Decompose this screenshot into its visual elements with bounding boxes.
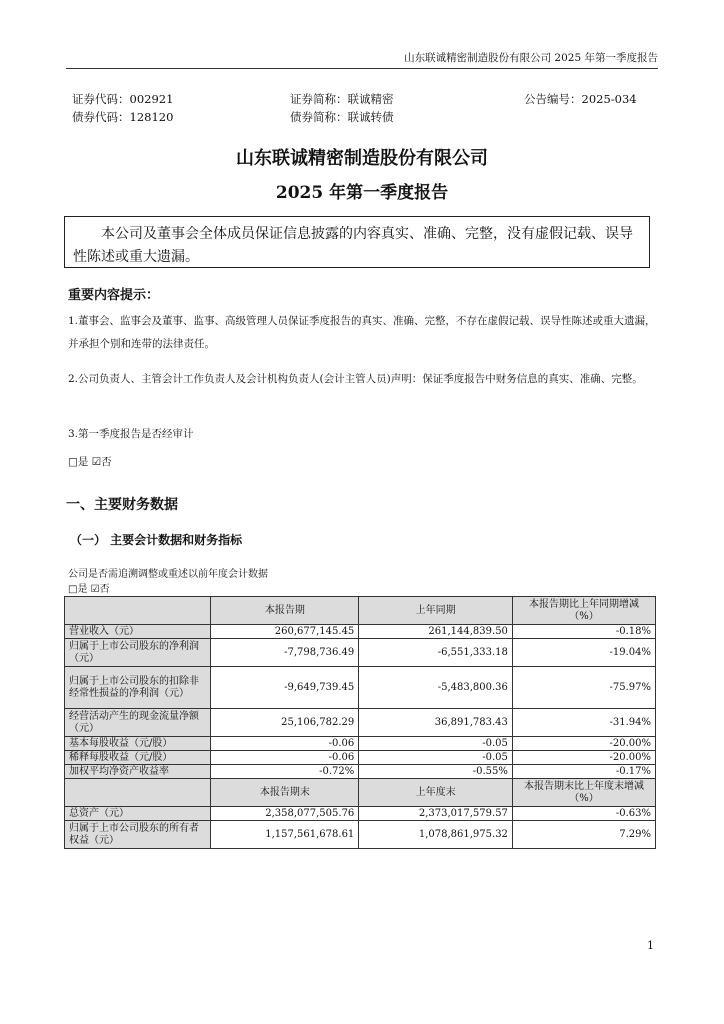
table-header-cell: 本报告期比上年同期增减（%） (512, 597, 655, 625)
audit-answer: □是 ☑否 (68, 456, 112, 468)
table-row-label: 总资产（元） (65, 807, 211, 821)
table-row (65, 737, 656, 751)
table-cell: -20.00% (512, 737, 655, 751)
table-row-label: 基本每股收益（元/股） (65, 737, 211, 751)
table-row (65, 821, 656, 849)
section-heading-financial-data: 一、主要财务数据 (66, 497, 178, 513)
table-header-cell: 上年同期 (359, 597, 513, 625)
table-cell: 2,373,017,579.57 (359, 807, 513, 821)
table-cell: -9,649,739.45 (211, 667, 359, 709)
table-row (65, 639, 656, 667)
table-cell: -0.06 (211, 737, 359, 751)
table-cell: -6,551,333.18 (359, 639, 513, 667)
table-cell: -19.04% (512, 639, 655, 667)
table-cell: -0.05 (359, 737, 513, 751)
bond-code: 债券代码：128120 (72, 110, 174, 124)
table-row (65, 807, 656, 821)
table-row-label: 归属于上市公司股东的扣除非经常性损益的净利润（元） (65, 667, 211, 709)
important-heading: 重要内容提示： (68, 288, 160, 303)
table-header-cell (65, 597, 211, 625)
stock-short-name: 证券简称：联诚精密 (290, 92, 394, 106)
table-cell: -0.63% (512, 807, 655, 821)
table-row (65, 765, 656, 779)
table-cell: -0.06 (211, 751, 359, 765)
table-cell: -20.00% (512, 751, 655, 765)
table-cell: 2,358,077,505.76 (211, 807, 359, 821)
running-header: 山东联诚精密制造股份有限公司 2025 年第一季度报告 (66, 50, 658, 69)
subsection-heading-key-indicators: （一） 主要会计数据和财务指标 (70, 533, 243, 547)
table-header-row (65, 779, 656, 807)
table-row-label: 归属于上市公司股东的净利润（元） (65, 639, 211, 667)
table-cell: 260,677,145.45 (211, 625, 359, 639)
table-row-label: 营业收入（元） (65, 625, 211, 639)
important-item-3: 3.第一季度报告是否经审计 (68, 428, 194, 440)
table-cell: -7,798,736.49 (211, 639, 359, 667)
table-cell: 25,106,782.29 (211, 709, 359, 737)
table-cell: 7.29% (512, 821, 655, 849)
bond-short-name: 债券简称：联诚转债 (290, 110, 394, 124)
page-number: 1 (647, 939, 654, 952)
table-row (65, 751, 656, 765)
table-row-label: 经营活动产生的现金流量净额（元） (65, 709, 211, 737)
table-row (65, 625, 656, 639)
table-cell: 1,078,861,975.32 (359, 821, 513, 849)
code-row-bond (72, 108, 662, 126)
table-header-cell: 本报告期末比上年度末增减（%） (512, 779, 655, 807)
disclosure-notice: 本公司及董事会全体成员保证信息披露的内容真实、准确、完整，没有虚假记载、误导性陈述或重大遗漏。 (64, 216, 650, 268)
table-header-row (65, 597, 656, 625)
table-cell: -0.18% (512, 625, 655, 639)
restate-answer: □是 ☑否 (68, 584, 110, 595)
financial-data-table (64, 596, 656, 849)
table-header-cell: 本报告期末 (211, 779, 359, 807)
important-item-1: 1.董事会、监事会及董事、监事、高级管理人员保证季度报告的真实、准确、完整，不存在虚假记载、误导性陈述或重大遗漏，并承担个别和连带的法律责任。 (68, 315, 656, 350)
company-title: 山东联诚精密制造股份有限公司 (236, 148, 488, 169)
announcement-number: 公告编号：2025-034 (524, 92, 637, 106)
table-header-cell (65, 779, 211, 807)
table-cell: -5,483,800.36 (359, 667, 513, 709)
security-codes (72, 90, 662, 126)
table-cell: -31.94% (512, 709, 655, 737)
table-row-label: 归属于上市公司股东的所有者权益（元） (65, 821, 211, 849)
restate-question: 公司是否需追溯调整或重述以前年度会计数据 (68, 569, 268, 580)
stock-code: 证券代码：002921 (72, 92, 174, 106)
important-item-2: 2.公司负责人、主管会计工作负责人及会计机构负责人(会计主管人员)声明：保证季度报告中财务信息的真实、准确、完整。 (68, 373, 643, 385)
report-title: 2025 年第一季度报告 (275, 183, 449, 203)
table-header-cell: 本报告期 (211, 597, 359, 625)
table-row (65, 667, 656, 709)
table-row (65, 709, 656, 737)
table-cell: -0.05 (359, 751, 513, 765)
table-cell: -0.72% (211, 765, 359, 779)
table-row-label: 稀释每股收益（元/股） (65, 751, 211, 765)
table-cell: -75.97% (512, 667, 655, 709)
code-row-stock (72, 90, 662, 108)
table-cell: -0.55% (359, 765, 513, 779)
table-cell: 1,157,561,678.61 (211, 821, 359, 849)
table-row-label: 加权平均净资产收益率 (65, 765, 211, 779)
table-header-cell: 上年度末 (359, 779, 513, 807)
table-cell: 36,891,783.43 (359, 709, 513, 737)
table-cell: 261,144,839.50 (359, 625, 513, 639)
table-cell: -0.17% (512, 765, 655, 779)
